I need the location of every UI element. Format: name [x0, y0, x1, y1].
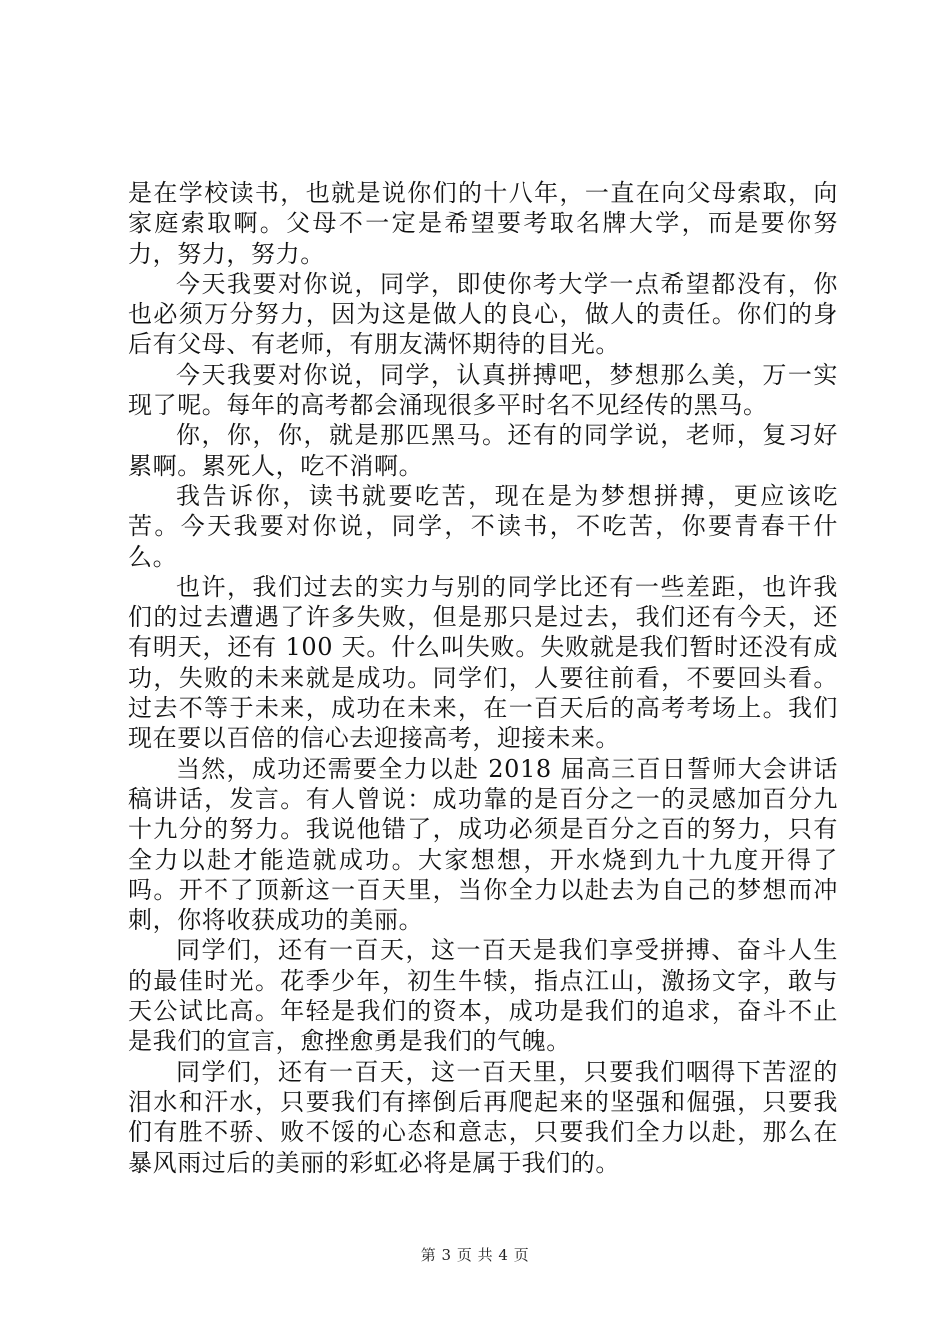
paragraph: 你，你，你，就是那匹黑马。还有的同学说，老师，复习好累啊。累死人，吃不消啊。	[128, 421, 838, 480]
paragraph: 今天我要对你说，同学，认真拼搏吧，梦想那么美，万一实现了呢。每年的高考都会涌现很多平时名不见经传的黑马。	[128, 360, 838, 420]
paragraph: 同学们，还有一百天，这一百天里，只要我们咽得下苦涩的泪水和汗水，只要我们有摔倒后再爬起来的坚强和倔强，只要我们有胜不骄、败不馁的心态和意志，只要我们全力以赴，那么在暴风雨过后的美丽的彩虹必将是属于我们的。	[128, 1057, 838, 1177]
document-body	[128, 178, 838, 1178]
paragraph: 今天我要对你说，同学，即使你考大学一点希望都没有，你也必须万分努力，因为这是做人的良心，做人的责任。你们的身后有父母、有老师，有朋友满怀期待的目光。	[128, 269, 838, 359]
paragraph: 也许，我们过去的实力与别的同学比还有一些差距，也许我们的过去遭遇了许多失败，但是那只是过去，我们还有今天，还有明天，还有 100 天。什么叫失败。失败就是我们暂时还没有成功，失败的未来就是成功。同学们，人要往前看，不要回头看。过去不等于未来，成功在未来，在一百天后的高考考场上。我们现在要以百倍的信心去迎接高考，迎接未来。	[128, 572, 838, 753]
page-number-footer: 第 3 页 共 4 页	[420, 1246, 530, 1264]
paragraph: 当然，成功还需要全力以赴 2018 届高三百日誓师大会讲话稿讲话，发言。有人曾说：成功靠的是百分之一的灵感加百分九十九分的努力。我说他错了，成功必须是百分之百的努力，只有全力以赴才能造就成功。大家想想，开水烧到九十九度开得了吗。开不了顶新这一百天里，当你全力以赴去为自己的梦想而冲刺，你将收获成功的美丽。	[128, 754, 838, 935]
paragraph-continuation: 是在学校读书，也就是说你们的十八年，一直在向父母索取，向家庭索取啊。父母不一定是希望要考取名牌大学，而是要你努力，努力，努力。	[128, 179, 838, 268]
paragraph: 同学们，还有一百天，这一百天是我们享受拼搏、奋斗人生的最佳时光。花季少年，初生牛犊，指点江山，激扬文字，敢与天公试比高。年轻是我们的资本，成功是我们的追求，奋斗不止是我们的宣言，愈挫愈勇是我们的气魄。	[128, 936, 838, 1056]
paragraph: 我告诉你，读书就要吃苦，现在是为梦想拼搏，更应该吃苦。今天我要对你说，同学，不读书，不吃苦，你要青春干什么。	[128, 481, 838, 571]
